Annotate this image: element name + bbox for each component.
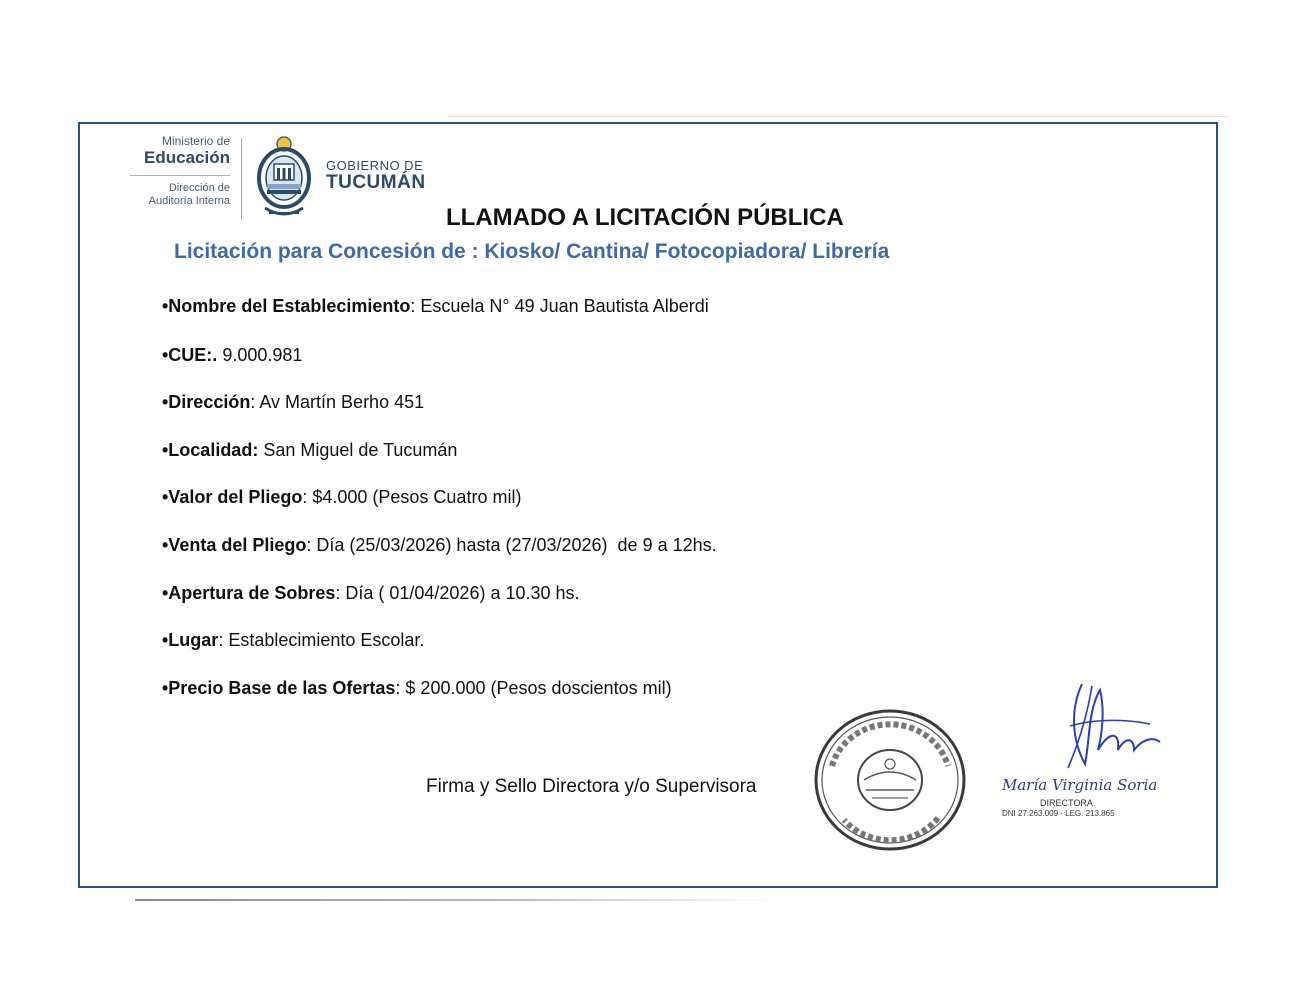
gobierno-logo [326,158,426,193]
signature-role: DIRECTORA [1040,798,1093,808]
firma-label: Firma y Sello Directora y/o Supervisora [426,776,757,797]
field-venta-pliego [162,534,717,556]
field-label: •Dirección [162,392,251,412]
field-value: : $4.000 (Pesos Cuatro mil) [302,487,522,507]
field-label: •Nombre del Establecimiento [162,296,411,316]
scan-line-bottom [135,899,775,901]
field-label: •Valor del Pliego [162,487,303,507]
notice-title: LLAMADO A LICITACIÓN PÚBLICA [446,204,844,231]
field-label: •Venta del Pliego [162,535,307,555]
field-label: •Precio Base de las Ofertas [162,678,396,698]
direccion-line2: Auditoría Interna [148,195,230,207]
field-nombre-establecimiento [162,295,709,317]
notice-subtitle: Licitación para Concesión de : Kiosko/ Cantina/ Fotocopiadora/ Librería [174,240,890,263]
field-value: : Día (25/03/2026) hasta (27/03/2026) de 9 a 12hs. [306,535,717,555]
field-value: : Día ( 01/04/2026) a 10.30 hs. [335,583,580,603]
field-apertura-sobres [162,582,580,604]
scan-line-top [447,116,1227,117]
direccion-line1: Dirección de [168,182,230,194]
field-value: : Escuela N° 49 Juan Bautista Alberdi [410,296,709,316]
field-label: •Lugar [162,630,219,650]
field-label: •Apertura de Sobres [162,583,336,603]
gobierno-line1: GOBIERNO DE [326,158,424,173]
signature-dni: DNI 27.263.009 - LEG. 213.865 [1002,809,1115,818]
field-value: : $ 200.000 (Pesos doscientos mil) [395,678,672,698]
field-value: 9.000.981 [217,345,303,365]
field-label: •CUE:. [162,345,218,365]
signature-name: María Virginia Soria [1002,776,1158,794]
ministerio-line2: Educación [144,148,230,167]
handwritten-signature-icon [1010,680,1170,770]
official-seal-icon [810,706,970,854]
tucuman-shield-icon [253,134,315,220]
field-label: •Localidad: [162,440,259,460]
gobierno-line2: TUCUMÁN [326,172,426,193]
field-direccion [162,391,424,413]
field-value: : Av Martín Berho 451 [250,392,425,412]
header-logos [120,124,450,224]
ministerio-rule [130,175,230,176]
field-value: : Establecimiento Escolar. [218,630,425,650]
field-value: San Miguel de Tucumán [258,440,458,460]
field-lugar [162,629,424,651]
field-localidad [162,439,457,461]
field-precio-base [162,677,672,699]
field-valor-pliego [162,486,521,508]
field-cue [162,344,302,366]
ministerio-logo [120,134,230,208]
logo-separator [241,138,242,220]
ministerio-line1: Ministerio de [161,134,230,148]
